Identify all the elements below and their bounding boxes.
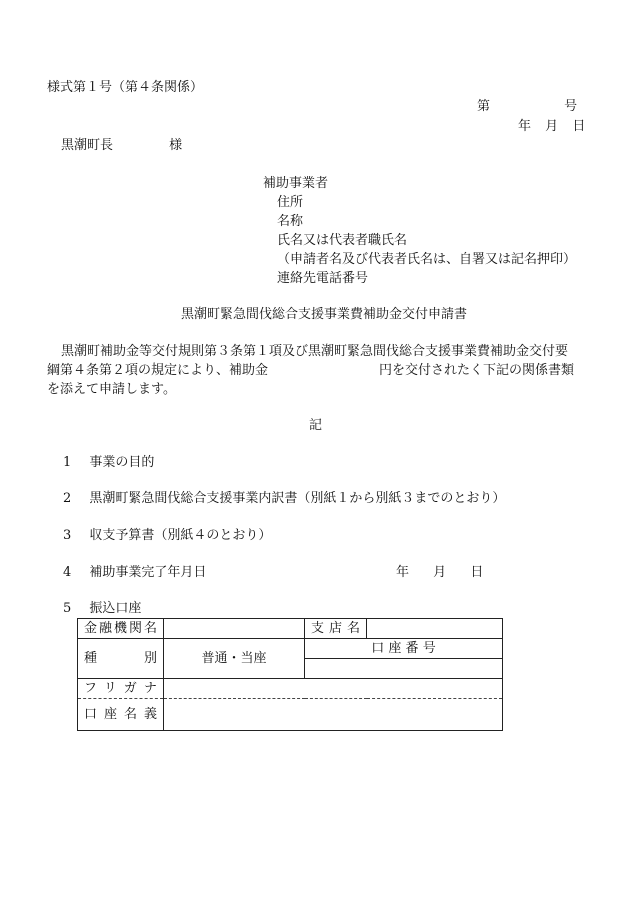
completion-year: 年	[396, 565, 410, 580]
body-line-3: を添えて申請します。	[47, 382, 176, 397]
addressee-honorific: 様	[169, 138, 183, 153]
item-number: 5	[63, 601, 72, 616]
bank-name-field[interactable]	[164, 619, 305, 639]
account-type-value[interactable]: 普通・当座	[164, 639, 305, 679]
account-holder-field[interactable]	[164, 699, 503, 731]
application-date	[518, 120, 585, 133]
date-month: 月	[545, 119, 559, 134]
item-4	[63, 566, 206, 579]
applicant-phone-label: 連絡先電話番号	[277, 271, 369, 286]
item-text: 収支予算書（別紙４のとおり）	[89, 528, 272, 543]
item-text: 事業の目的	[89, 455, 155, 470]
addressee-name: 黒潮町長	[61, 138, 114, 153]
item-1	[63, 456, 154, 469]
completion-month: 月	[433, 565, 447, 580]
item-text: 補助事業完了年月日	[89, 565, 207, 580]
addressee	[61, 139, 182, 152]
account-holder-label: 口座名義	[78, 699, 164, 731]
document-number	[477, 100, 577, 113]
account-number-label: 口 座 番 号	[305, 639, 503, 659]
furigana-label: フリガナ	[78, 679, 164, 699]
ki-heading: 記	[309, 418, 323, 433]
branch-field[interactable]	[367, 619, 503, 639]
bank-account-table	[77, 618, 503, 731]
account-type-row	[78, 639, 503, 659]
item-text: 振込口座	[89, 601, 142, 616]
date-day: 日	[572, 119, 586, 134]
item-4-date	[396, 566, 483, 579]
form-number: 様式第１号（第４条関係）	[47, 80, 204, 95]
bank-name-row	[78, 619, 503, 639]
applicant-heading: 補助事業者	[263, 176, 329, 191]
item-number: 1	[63, 455, 72, 470]
applicant-signature-note: （申請者名及び代表者氏名は、自署又は記名押印）	[277, 252, 577, 267]
date-year: 年	[518, 119, 532, 134]
item-2	[63, 492, 505, 505]
doc-no-suffix: 号	[564, 99, 578, 114]
completion-day: 日	[470, 565, 484, 580]
item-5	[63, 602, 141, 615]
account-holder-row	[78, 699, 503, 731]
branch-label: 支店名	[305, 619, 367, 639]
document-title: 黒潮町緊急間伐総合支援事業費補助金交付申請書	[181, 307, 468, 322]
account-number-field[interactable]	[305, 659, 503, 679]
applicant-representative-label: 氏名又は代表者職氏名	[277, 233, 408, 248]
item-number: 3	[63, 528, 72, 543]
item-3	[63, 529, 271, 542]
applicant-address-label: 住所	[277, 195, 304, 210]
item-text: 黒潮町緊急間伐総合支援事業内訳書（別紙１から別紙３までのとおり）	[89, 491, 506, 506]
account-type-label: 種 別	[78, 639, 164, 679]
furigana-row	[78, 679, 503, 699]
item-number: 2	[63, 491, 72, 506]
applicant-name-label: 名称	[277, 214, 304, 229]
body-line-2a: 綱第４条第２項の規定により、補助金	[47, 363, 269, 378]
body-line-1: 黒潮町補助金等交付規則第３条第１項及び黒潮町緊急間伐総合支援事業費補助金交付要	[61, 344, 569, 359]
bank-name-label: 金融機関名	[78, 619, 164, 639]
item-number: 4	[63, 565, 72, 580]
furigana-field[interactable]	[164, 679, 503, 699]
body-line-2b: 円を交付されたく下記の関係書類	[379, 363, 575, 378]
body-line-2	[47, 364, 574, 377]
doc-no-prefix: 第	[477, 99, 491, 114]
